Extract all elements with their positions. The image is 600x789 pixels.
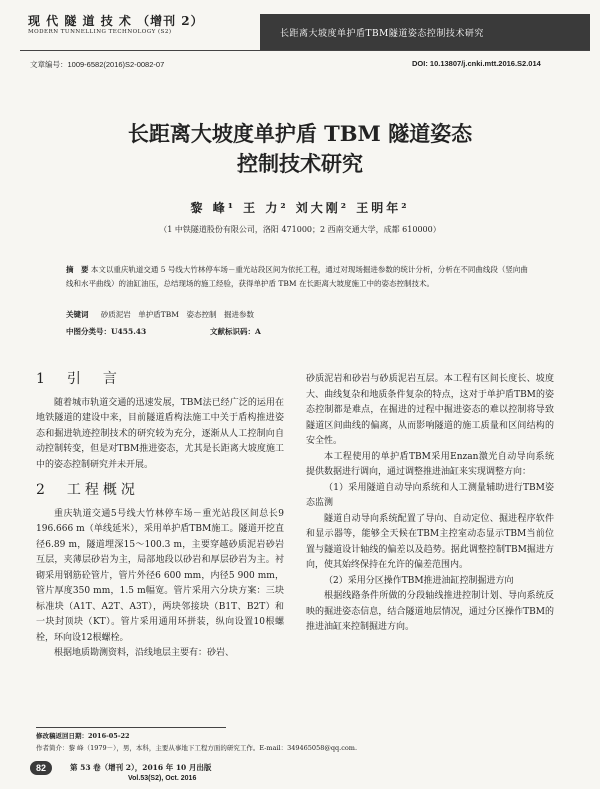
paper-title-line2: 控制技术研究	[237, 151, 363, 176]
affiliation: （1 中铁隧道股份有限公司，洛阳 471000；2 西南交通大学，成都 610000）	[159, 225, 441, 234]
received-date: 修改稿返回日期：2016-05-22	[36, 732, 130, 740]
keywords	[66, 309, 254, 320]
issue-info-en: Vol.53(S2), Oct. 2016	[128, 775, 197, 782]
clc-number: 中图分类号：U455.43	[66, 327, 147, 336]
right-paragraph-1: 砂质泥岩和砂岩与砂质泥岩互层。本工程有区间长度长、坡度大、曲线复杂和地质条件复杂的特点，这对于单护盾TBM的姿态控制都是难点，在掘进的过程中掘进姿态的难以控制将导致隧道区间曲线的偏离，从而影响隧道的施工质量和区间结构的安全性。	[306, 374, 554, 446]
keywords-text: 砂质泥岩 单护盾TBM 姿态控制 掘进参数	[100, 310, 254, 319]
issue-info-cn: 第 53 卷（增刊 2），2016 年 10 月出版	[70, 763, 212, 772]
section-heading-intro: 1 引 言	[36, 371, 121, 387]
section-heading-overview: 2 工程概况	[36, 482, 139, 498]
abstract-label: 摘 要	[66, 265, 89, 274]
right-subheading-2: （2）采用分区操作TBM推进油缸控制掘进方向	[324, 575, 514, 586]
right-paragraph-4: 根据线路条件所做的分段轴线推进控制计划、导向系统反映的掘进姿态信息，结合隧道地层情况，通过分区操作TBM的推进油缸来控制掘进方向。	[306, 591, 554, 632]
abstract-text: 本文以重庆轨道交通 5 号线大竹林停车场－重光站段区间为依托工程，通过对现场掘进参数的统计分析，分析在不同曲线段（竖向曲线和水平曲线）的油缸油压，总结现场的施工经验，获得单护盾 TBM 在长距离大坡度施工中的姿态控制技术。	[66, 265, 528, 288]
footnote-rule	[36, 727, 226, 728]
abstract	[66, 263, 534, 291]
doi: DOI: 10.13807/j.cnki.mtt.2016.S2.014	[412, 59, 541, 68]
header-rule	[20, 50, 590, 51]
overview-paragraph: 重庆轨道交通5号线大竹林停车场－重光站段区间总长9 196.666 m（单线延米），采用单护盾TBM施工。隧道开挖直径6.89 m，隧道埋深15～100.3 m，主要穿越砂质泥岩砂岩互层，夹薄层砂岩为主，局部地段以砂岩和厚层砂岩为主。衬砌采用钢筋砼管片，管片外径6 600 mm，内径5 900 mm，管片厚度350 mm，1.5 m幅宽。管片采用六分块方案：三块标准块（A1T、A2T、A3T），两块邻接块（B1T、B2T）和一块封顶块（KT）。管片采用通用环拼装，纵向设置10根螺栓，环向设12根螺栓。	[36, 508, 284, 643]
paper-title-line1: 长距离大坡度单护盾 TBM 隧道姿态	[127, 121, 473, 146]
intro-paragraph: 随着城市轨道交通的迅速发展，TBM法已经广泛的运用在地铁隧道的建设中来，目前隧道盾构法施工中关于盾构推进姿态和掘进轨迹控制技术的研究较为充分，逐渐从人工控制向自动控制转变，但是对TBM推进姿态，尤其是长距离大坡度施工中的姿态控制研究并未开展。	[36, 397, 284, 470]
right-paragraph-3: 隧道自动导向系统配置了导向、自动定位、掘进程序软件和显示器等，能够全天候在TBM主控室动态显示TBM当前位置与隧道设计轴线的偏差以及趋势。据此调整控制TBM掘进方向，使其始终保持在允许的偏差范围内。	[306, 513, 554, 570]
journal-name-en: MODERN TUNNELLING TECHNOLOGY (S2)	[28, 29, 172, 35]
overview-paragraph-2: 根据地质勘测资料，沿线地层主要有：砂岩、	[54, 648, 235, 658]
keywords-label: 关键词	[66, 310, 89, 319]
authors: 黎 峰¹ 王 力² 刘大刚² 王明年²	[190, 201, 410, 215]
journal-name: 现 代 隧 道 技 术 （增刊 2）	[28, 14, 204, 28]
left-column	[36, 372, 284, 662]
right-paragraph-2: 本工程使用的单护盾TBM采用Enzan激光自动导向系统提供数据进行调向，通过调整推进油缸来实现调整方向：	[306, 451, 554, 477]
document-code: 文献标识码：A	[210, 327, 261, 336]
author-bio: 作者简介：黎 峰（1979－），男，本科，主要从事地下工程方面的研究工作。E-mail：349465058@qq.com.	[36, 744, 358, 752]
page-number: 82	[30, 761, 52, 775]
right-column	[306, 372, 554, 636]
article-number: 文章编号：1009-6582(2016)S2-0082-07	[30, 60, 165, 69]
running-title: 长距离大坡度单护盾TBM隧道姿态控制技术研究	[280, 29, 484, 39]
right-subheading-1: （1）采用隧道自动导向系统和人工测量辅助进行TBM姿态监测	[306, 482, 554, 508]
